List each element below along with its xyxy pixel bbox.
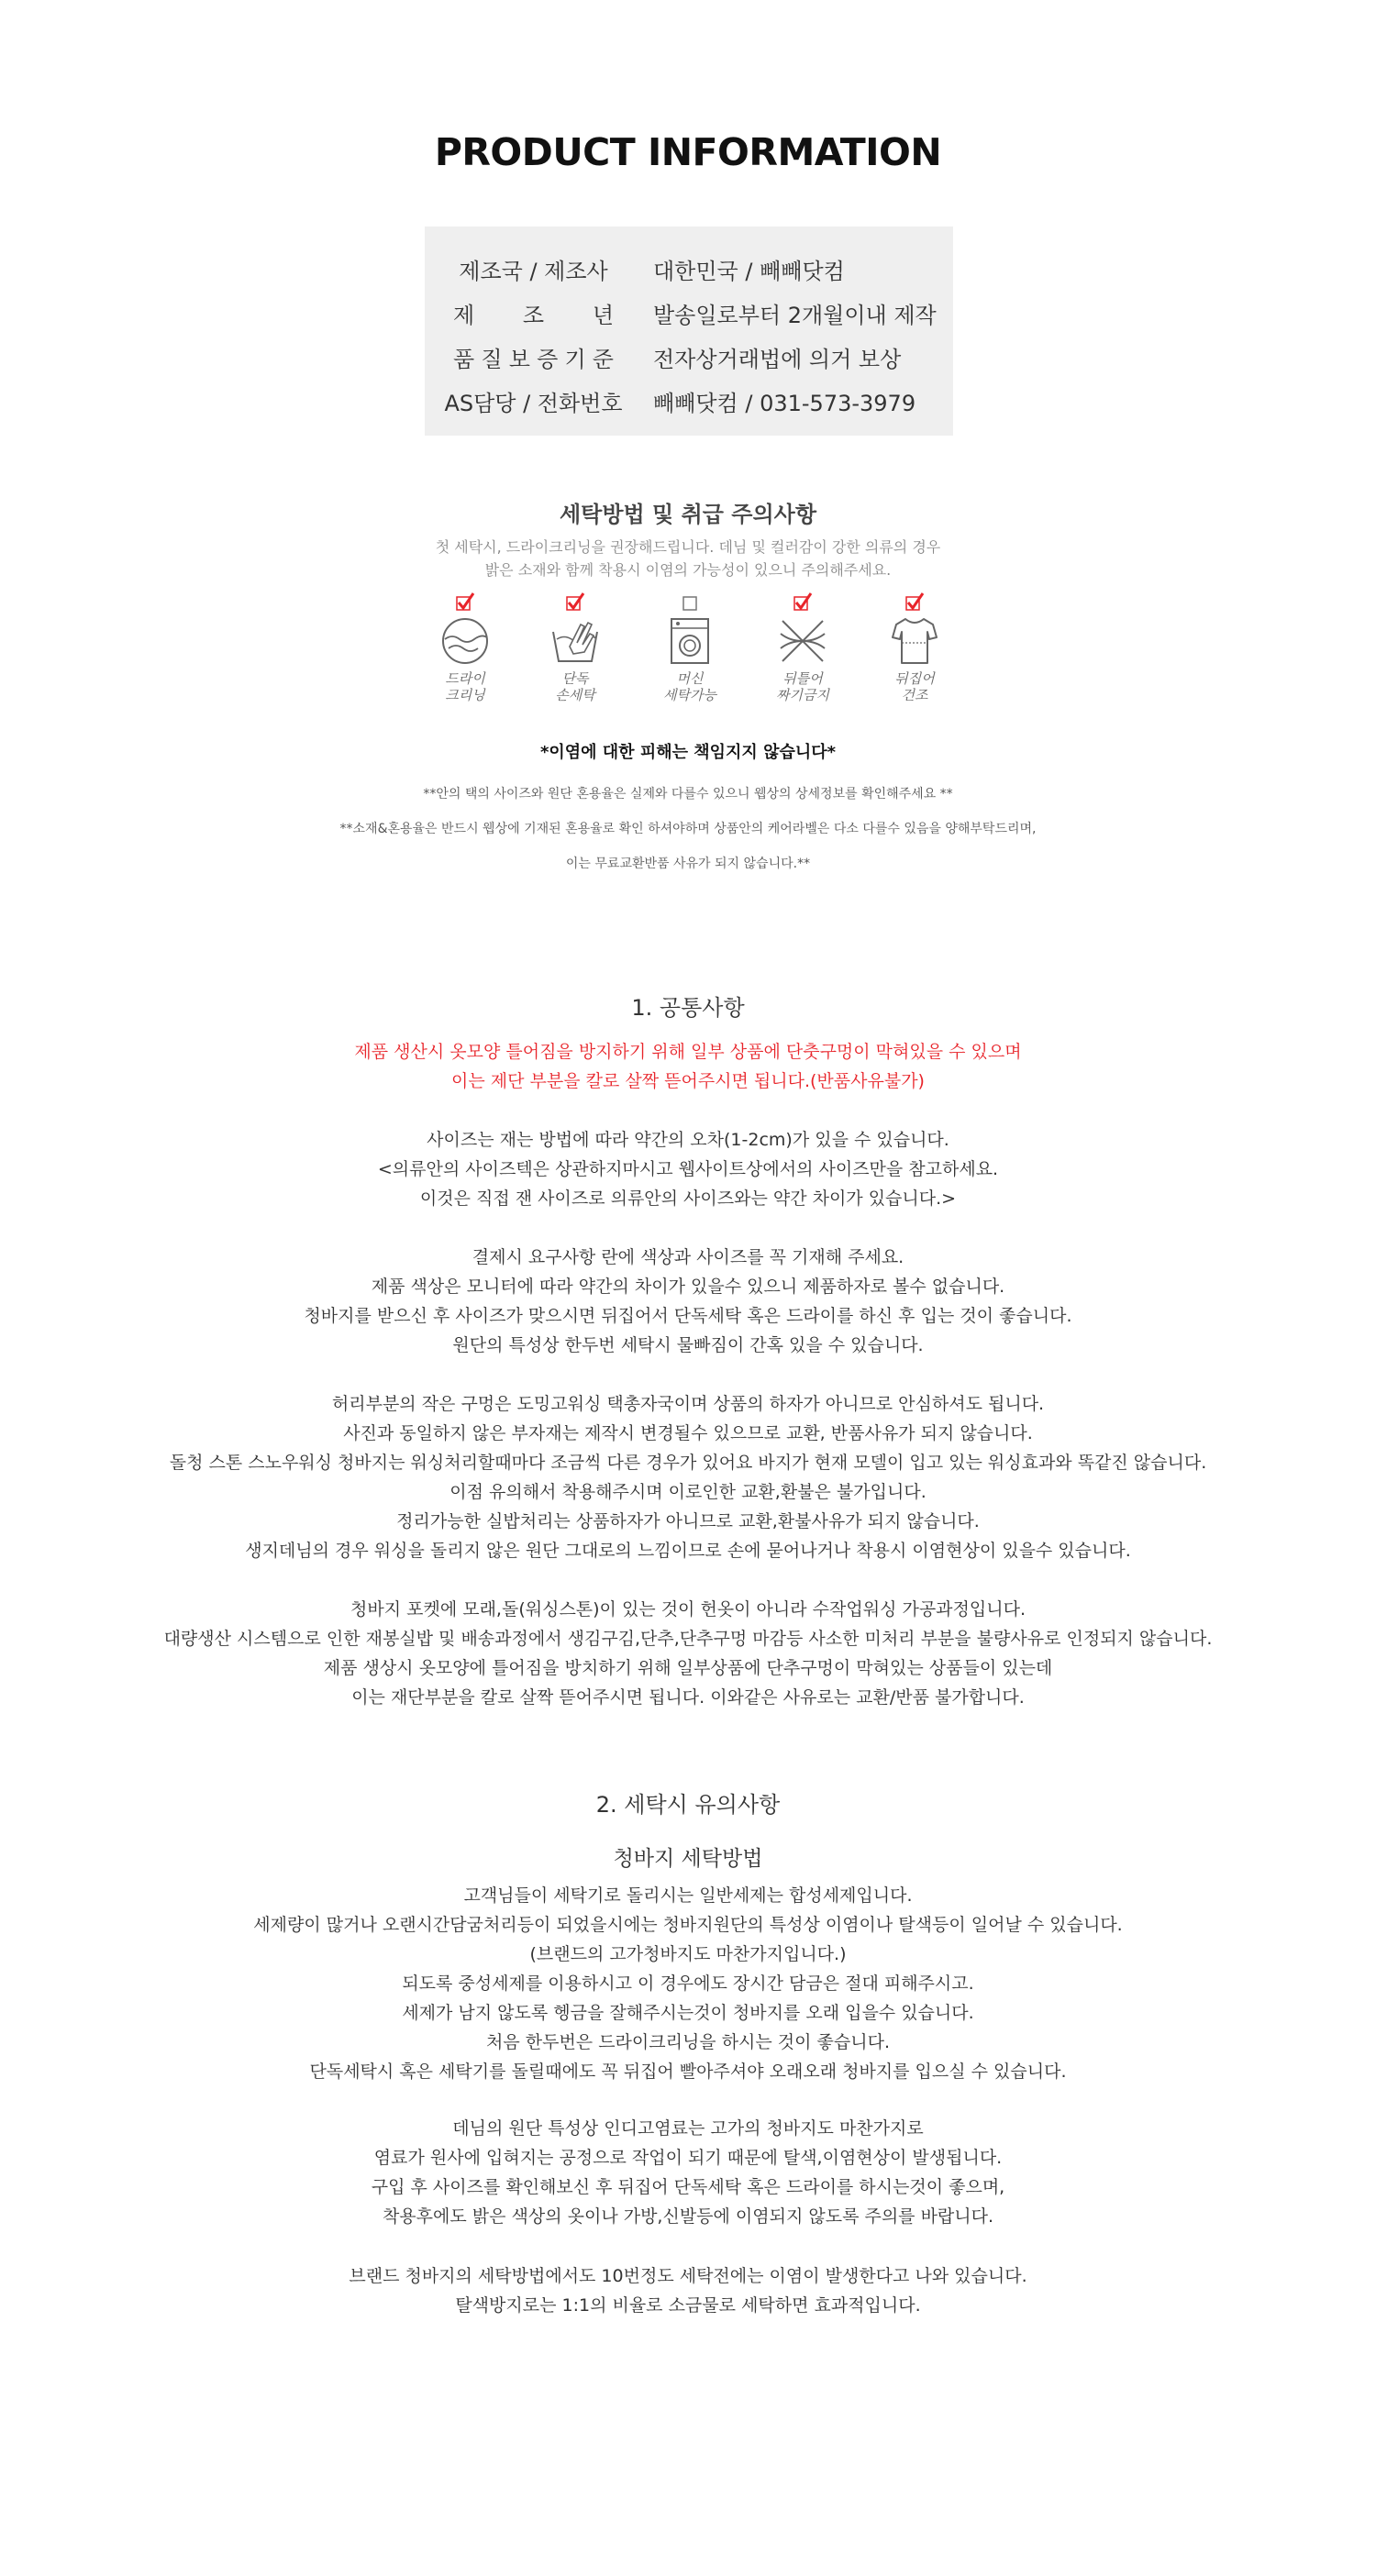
info-value: 발송일로부터 2개월이내 제작: [653, 302, 937, 328]
fine-print: **소재&혼용율은 반드시 웹상에 기재된 혼용율로 확인 하셔야하며 상품안의 케어라벨은 다소 다를수 있음을 양해부탁드리며,: [339, 822, 1037, 836]
care-title: 세탁방법 및 취급 주의사항: [559, 502, 817, 527]
machine-wash-icon: [664, 615, 716, 667]
info-label: 제 조 년: [453, 302, 614, 328]
info-row-origin: [425, 247, 953, 291]
hand-wash-icon: [549, 615, 601, 667]
dry-clean-icon: [439, 615, 491, 667]
wash-method-notice: 고객님들이 세탁기로 돌리시는 일반세제는 합성세제입니다. 세제량이 많거나 오랜시간담굼처리등이 되었을시에는 청바지원단의 특성상 이염이나 탈색등이 일어날 수 있습니다. (브랜드의 고가청바지도 마찬가지입니다.) 되도록 중성세제를 이용하시고 이 경우에도 장시간 담금은 절대 피해주시고. 세제가 남지 않도록 헹금을 잘해주시는것이 청바지를 오래 입을수 있습니다. 처음 한두번은 드라이크리닝을 하시는 것이 좋습니다. 단독세탁시 혹은 세탁기를 돌릴때에도 꼭 뒤집어 빨아주셔야 오래오래 청바지를 입으실 수 있습니다.: [253, 1885, 1123, 2082]
care-item-machine-wash: [649, 591, 731, 703]
care-item-label: 뒤틀어 짜기금지: [776, 670, 829, 703]
info-row-as: [425, 379, 953, 423]
fine-print: 이는 무료교환반품 사유가 되지 않습니다.**: [565, 857, 811, 871]
info-value: 전자상거래법에 의거 보상: [653, 346, 902, 372]
product-info-table: [425, 227, 953, 436]
info-row-date: [425, 291, 953, 335]
section-title-common: 1. 공통사항: [631, 995, 745, 1021]
washing-process-notice: 청바지 포켓에 모래,돌(워싱스톤)이 있는 것이 헌옷이 아니라 수작업워싱 가공과정입니다. 대량생산 시스템으로 인한 재봉실밥 및 배송과정에서 생김구김,단추,단추구멍 마감등 사소한 미처리 부분을 불량사유로 인정되지 않습니다. 제품 생상시 옷모양에 틀어짐을 방치하기 위해 일부상품에 단추구멍이 막혀있는 상품들이 있는데 이는 재단부분을 칼로 살짝 뜯어주시면 됩니다. 이와같은 사유로는 교환/반품 불가합니다.: [163, 1599, 1213, 1708]
indigo-notice: 데님의 원단 특성상 인디고염료는 고가의 청바지도 마찬가지로 염료가 원사에 입혀지는 공정으로 작업이 되기 때문에 탈색,이염현상이 발생됩니다. 구입 후 사이즈를 확인해보신 후 뒤집어 단독세탁 혹은 드라이를 하시는것이 좋으며, 착용후에도 밝은 색상의 옷이나 가방,신발등에 이염되지 않도록 주의를 바랍니다.: [371, 2118, 1005, 2227]
info-value: 빼빼닷컴 / 031-573-3979: [653, 390, 916, 416]
care-item-label: 단독 손세탁: [555, 670, 595, 703]
checkbox-checked-icon: [792, 591, 814, 612]
care-icons: [0, 591, 1376, 711]
care-item-dry-clean: [424, 591, 506, 703]
brand-notice: 브랜드 청바지의 세탁방법에서도 10번정도 세탁전에는 이염이 발생한다고 나와 있습니다. 탈색방지로는 1:1의 비율로 소금물로 세탁하면 효과적입니다.: [349, 2266, 1027, 2316]
turn-inside-out-dry-icon: [889, 615, 940, 667]
section-subtitle: 청바지 세탁방법: [613, 1847, 763, 1871]
checkbox-checked-icon: [904, 591, 926, 612]
info-label: 품 질 보 증 기 준: [453, 346, 614, 372]
size-notice: 사이즈는 재는 방법에 따라 약간의 오차(1-2cm)가 있을 수 있습니다. <의류안의 사이즈텍은 상관하지마시고 웹사이트상에서의 사이즈만을 참고하세요. 이것은 직접 잰 사이즈로 의류안의 사이즈와는 약간 차이가 있습니다.>: [377, 1130, 999, 1209]
checkbox-unchecked-icon: [679, 591, 701, 612]
info-row-warranty: [425, 335, 953, 379]
page-title: PRODUCT INFORMATION: [434, 130, 942, 174]
info-label: 제조국 / 제조사: [459, 258, 608, 284]
stain-warning: *이염에 대한 피해는 책임지지 않습니다*: [539, 743, 837, 762]
order-notice: 결제시 요구사항 란에 색상과 사이즈를 꼭 기재해 주세요. 제품 색상은 모니터에 따라 약간의 차이가 있을수 있으니 제품하자로 볼수 없습니다. 청바지를 받으신 후 사이즈가 맞으시면 뒤집어서 단독세탁 혹은 드라이를 하신 후 입는 것이 좋습니다. 원단의 특성상 한두번 세탁시 물빠짐이 간혹 있을 수 있습니다.: [304, 1247, 1072, 1355]
care-item-hand-wash: [534, 591, 616, 703]
info-value: 대한민국 / 빼빼닷컴: [653, 258, 845, 284]
care-item-label: 머신 세탁가능: [663, 670, 716, 703]
defect-notice: 허리부분의 작은 구멍은 도밍고워싱 택총자국이며 상품의 하자가 아니므로 안심하셔도 됩니다. 사진과 동일하지 않은 부자재는 제작시 변경될수 있으므로 교환, 반품사유가 되지 않습니다. 돌청 스톤 스노우워싱 청바지는 워싱처리할때마다 조금씩 다른 경우가 있어요 바지가 현재 모델이 입고 있는 워싱효과와 똑같진 않습니다. 이점 유의해서 착용해주시며 이로인한 교환,환불은 불가입니다. 정리가능한 실밥처리는 상품하자가 아니므로 교환,환불사유가 되지 않습니다. 생지데님의 경우 워싱을 돌리지 않은 원단 그대로의 느낌이므로 손에 묻어나거나 착용시 이염현상이 있을수 있습니다.: [169, 1394, 1207, 1561]
section-title-washing: 2. 세탁시 유의사항: [595, 1792, 781, 1818]
fine-print: **안의 택의 사이즈와 원단 혼용율은 실제와 다를수 있으니 웹상의 상세정보를 확인해주세요 **: [423, 787, 953, 802]
care-item-inside-out-dry: [873, 591, 956, 703]
checkbox-checked-icon: [454, 591, 476, 612]
care-item-no-wring: [761, 591, 844, 703]
care-item-label: 뒤집어 건조: [894, 670, 935, 703]
notice-red: 제품 생산시 옷모양 틀어짐을 방지하기 위해 일부 상품에 단춧구멍이 막혀있을 수 있으며 이는 제단 부분을 칼로 살짝 뜯어주시면 됩니다.(반품사유불가): [354, 1042, 1022, 1091]
care-note: 첫 세탁시, 드라이크리닝을 권장해드립니다. 데님 및 컬러감이 강한 의류의 경우 밝은 소재와 함께 착용시 이염의 가능성이 있으니 주의해주세요.: [435, 538, 941, 579]
care-item-label: 드라이 크리닝: [445, 670, 485, 703]
checkbox-checked-icon: [564, 591, 586, 612]
no-wring-icon: [777, 615, 828, 667]
info-label: AS담당 / 전화번호: [444, 390, 623, 416]
